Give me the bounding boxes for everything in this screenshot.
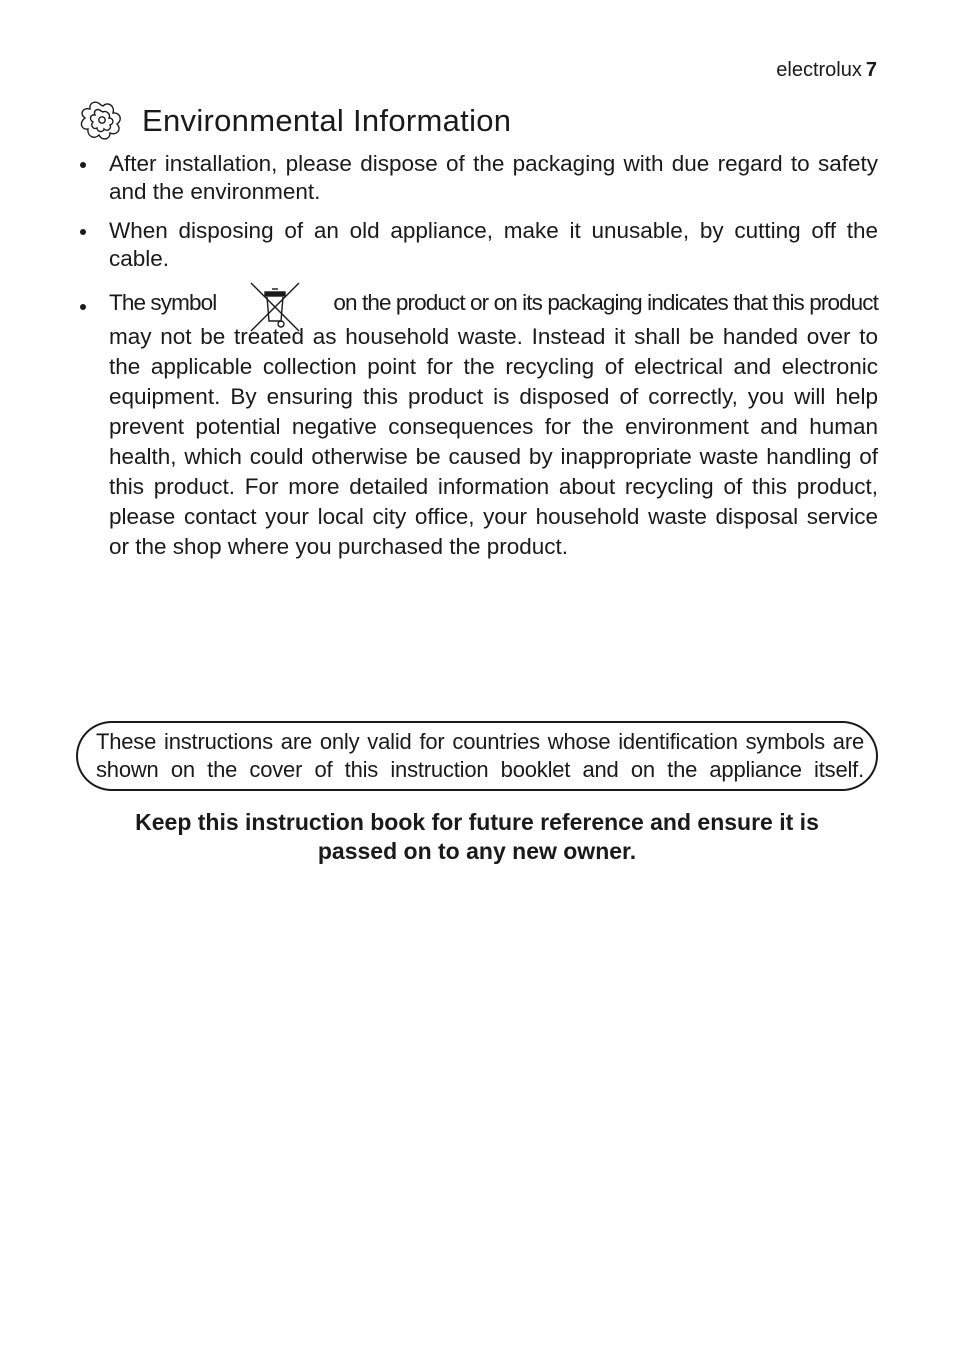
keep-instructions-note [76, 808, 878, 866]
section-title: Environmental Information [142, 103, 512, 138]
page-number: 7 [865, 59, 877, 81]
symbol-rest-text: may not be treated as household waste. Instead it shall be handed over to the applicable collection point for the recycling of electrical and electronic equipment. By ensuring this product is disposed of correctly, you will help prevent potential negative consequences for the environment and human health, which could otherwise be caused by inappropriate waste handling of this product. For more detailed information about recycling of this product, please contact your local city office, your household waste disposal service or the shop where you purchased the product. [109, 324, 878, 559]
bullet-item-old-appliance [76, 217, 878, 272]
bullet-item-weee-symbol [76, 284, 878, 562]
bullet-text: After installation, please dispose of the packaging with due regard to safety and the environment. [109, 151, 878, 204]
bullet-text: When disposing of an old appliance, make it unusable, by cutting off the cable. [109, 218, 878, 271]
bullet-item-packaging [76, 150, 878, 205]
symbol-prefix: The symbol [109, 290, 217, 316]
bullet-icon [80, 304, 86, 310]
validity-notice-text: These instructions are only valid for countries whose identification symbols are shown on the cover of this instruction booklet and on the appliance itself. [96, 729, 864, 782]
flower-icon [78, 99, 124, 143]
keep-note-line-2: passed on to any new owner. [317, 838, 637, 864]
keep-note-line-1: Keep this instruction book for future reference and ensure it is [135, 809, 819, 835]
symbol-line [109, 284, 878, 322]
section-heading [78, 96, 511, 146]
symbol-suffix: on the product or on its packaging indicates that this product [333, 290, 878, 316]
brand-name: electrolux [776, 59, 862, 81]
crossed-out-wheelie-bin-icon [248, 281, 302, 333]
bullet-list [76, 150, 878, 574]
validity-notice-box [76, 721, 878, 791]
bullet-icon [80, 162, 86, 168]
page-header [776, 58, 877, 82]
bullet-icon [80, 229, 86, 235]
